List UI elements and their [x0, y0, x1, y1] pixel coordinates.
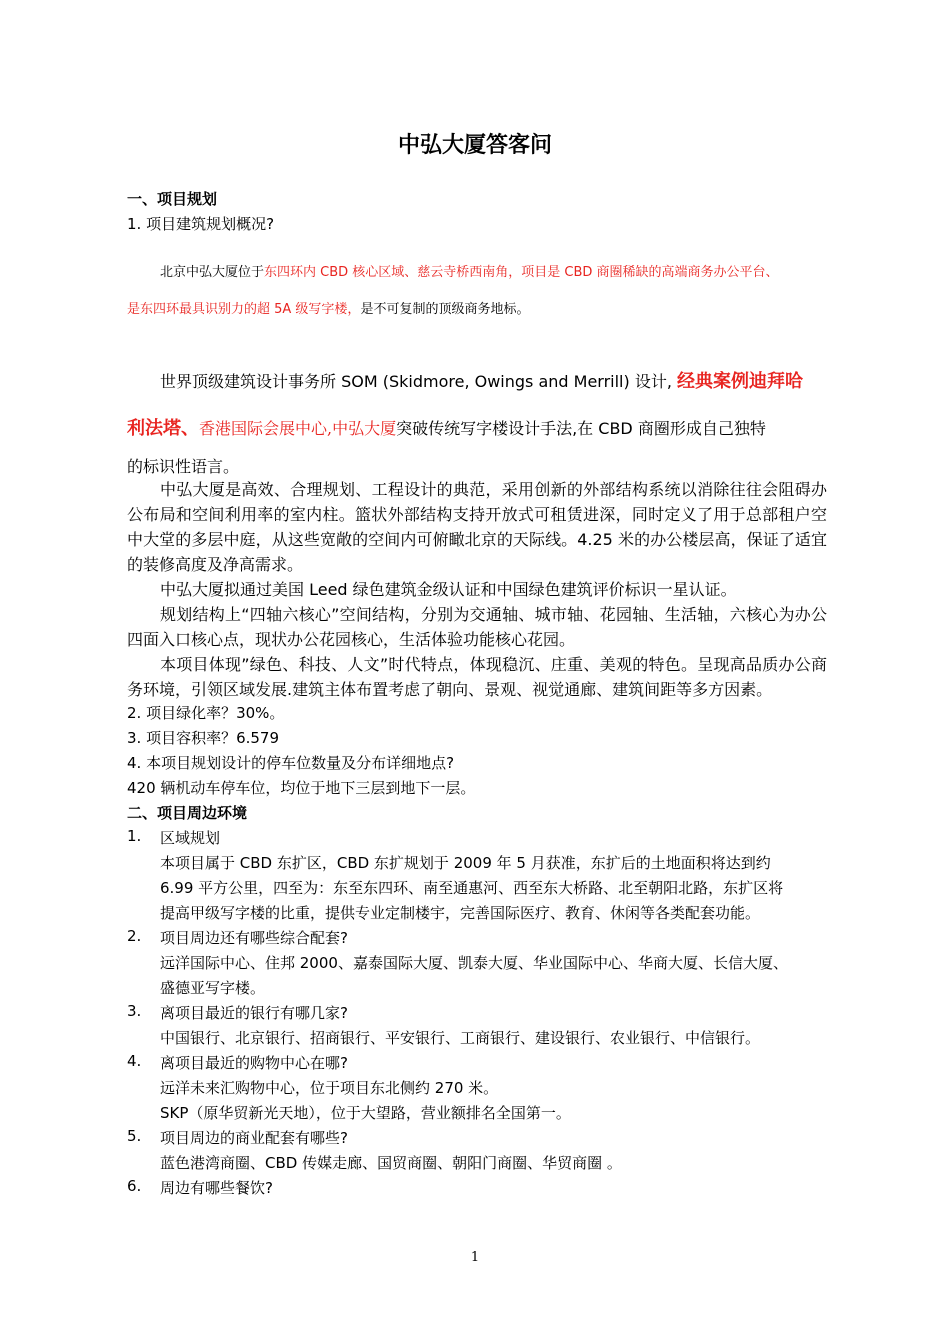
item-number: 3. [127, 1002, 142, 1020]
paragraph-location-line2: 是东四环最具识别力的超 5A 级写字楼，是不可复制的顶级商务地标。 [127, 302, 530, 317]
paragraph-location-line1: 北京中弘大厦位于东四环内 CBD 核心区域、慈云寺桥西南角，项目是 CBD 商圈稀缺的高端商务办公平台、 [160, 265, 779, 280]
item-question: 周边有哪些餐饮? [160, 1179, 273, 1197]
item-answer-line: 远洋国际中心、住邦 2000、嘉泰国际大厦、凯泰大厦、华业国际中心、华商大厦、长信大厦、 [160, 954, 788, 972]
paragraph-design-line2: 利法塔、香港国际会展中心,中弘大厦突破传统写字楼设计手法,在 CBD 商圈形成自己独特 [127, 418, 766, 439]
item-answer-line: 蓝色港湾商圈、CBD 传媒走廊、国贸商圈、朝阳门商圈、华贸商圈 。 [160, 1154, 622, 1172]
item-answer-line: 中国银行、北京银行、招商银行、平安银行、工商银行、建设银行、农业银行、中信银行。 [160, 1029, 761, 1047]
item-question: 项目周边还有哪些综合配套? [160, 929, 348, 947]
question-1: 1. 项目建筑规划概况? [127, 215, 275, 233]
item-question: 项目周边的商业配套有哪些? [160, 1129, 348, 1147]
item-answer-line: 6.99 平方公里，四至为：东至东四环、南至通惠河、西至东大桥路、北至朝阳北路，东扩区将 [160, 879, 784, 897]
answer-4: 420 辆机动车停车位，均位于地下三层到地下一层。 [127, 779, 476, 797]
item-number: 1. [127, 827, 142, 845]
item-answer-line: 盛德亚写字楼。 [160, 979, 266, 997]
paragraph-design-line3: 的标识性语言。 [127, 457, 240, 476]
paragraph-planning-axes: 规划结构上“四轴六核心”空间结构，分别为交通轴、城市轴、花园轴、生活轴，六核心为办公四面入口核心点，现状办公花园核心，生活体验功能核心花园。 [127, 605, 827, 649]
item-number: 4. [127, 1052, 142, 1070]
paragraph-design-line1: 世界顶级建筑设计事务所 SOM (Skidmore, Owings and Merrill) 设计, 经典案例迪拜哈 [160, 371, 804, 392]
item-question: 区域规划 [160, 829, 221, 847]
item-answer-line: 远洋未来汇购物中心，位于项目东北侧约 270 米。 [160, 1079, 499, 1097]
item-number: 5. [127, 1127, 142, 1145]
item-answer-line: SKP（原华贸新光天地），位于大望路，营业额排名全国第一。 [160, 1104, 571, 1122]
question-4: 4. 本项目规划设计的停车位数量及分布详细地点? [127, 754, 455, 772]
item-answer-line: 本项目属于 CBD 东扩区，CBD 东扩规划于 2009 年 5 月获准，东扩后的土地面积将达到约 [160, 854, 771, 872]
section-heading-planning: 一、项目规划 [127, 190, 218, 208]
question-2: 2. 项目绿化率？30%。 [127, 704, 285, 722]
paragraph-certification: 中弘大厦拟通过美国 Leed 绿色建筑金级认证和中国绿色建筑评价标识一星认证。 [160, 580, 737, 599]
section-heading-surroundings: 二、项目周边环境 [127, 804, 248, 822]
paragraph-structure: 中弘大厦是高效、合理规划、工程设计的典范，采用创新的外部结构系统以消除往往会阻碍办公布局和空间利用率的室内柱。篮状外部结构支持开放式可租赁进深，同时定义了用于总部租户空中大堂的多层中庭，从这些宽敞的空间内可俯瞰北京的天际线。4.25 米的办公楼层高，保证了适宜的装修高度及净高需求。 [127, 480, 827, 574]
item-number: 6. [127, 1177, 142, 1195]
item-question: 离项目最近的银行有哪几家? [160, 1004, 348, 1022]
item-number: 2. [127, 927, 142, 945]
question-3: 3. 项目容积率？6.579 [127, 729, 280, 747]
item-question: 离项目最近的购物中心在哪? [160, 1054, 348, 1072]
body-paragraphs [127, 477, 827, 702]
page-number: 1 [470, 1250, 480, 1265]
paragraph-features: 本项目体现”绿色、科技、人文”时代特点，体现稳沉、庄重、美观的特色。呈现高品质办公商务环境，引领区域发展.建筑主体布置考虑了朝向、景观、视觉通廊、建筑间距等多方因素。 [127, 655, 827, 699]
page-title: 中弘大厦答客问 [397, 133, 552, 158]
item-answer-line: 提高甲级写字楼的比重，提供专业定制楼宇，完善国际医疗、教育、休闲等各类配套功能。 [160, 904, 761, 922]
